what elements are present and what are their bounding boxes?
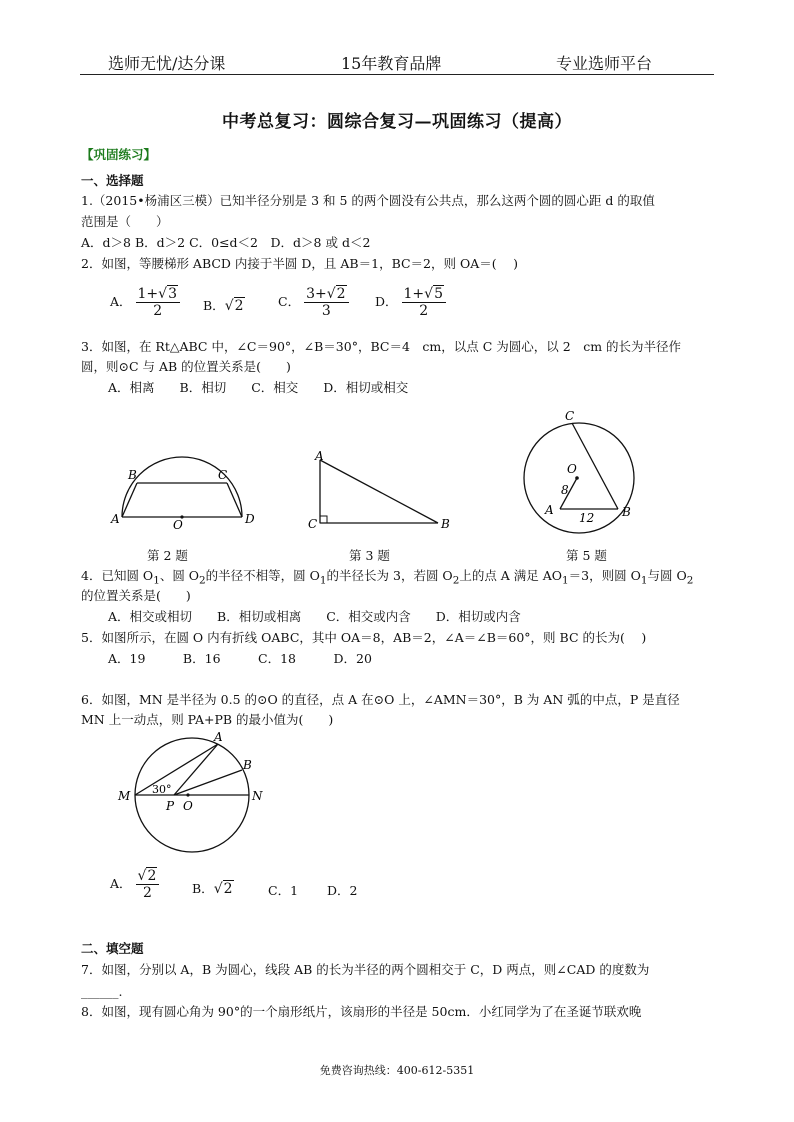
q6-opt-a: A． $\frac{√2}{2}$ bbox=[110, 868, 159, 901]
label-a: A bbox=[214, 730, 223, 744]
label-a: A bbox=[545, 503, 554, 517]
label-p: P bbox=[166, 799, 175, 813]
label-m: M bbox=[118, 789, 131, 803]
q2-opt-c: C． $\frac{3+√2}{3}$ bbox=[278, 286, 349, 319]
q1-line1: 1.（2015•杨浦区三模）已知半径分别是 3 和 5 的两个圆没有公共点，那么这两个圆的圆心距 d 的取值 bbox=[81, 193, 655, 208]
label-c: C bbox=[218, 468, 228, 482]
q2-text: 2．如图，等腰梯形 ABCD 内接于半圆 D，且 AB＝1，BC＝2，则 OA＝( ) bbox=[81, 256, 518, 271]
label-c: C bbox=[565, 409, 575, 423]
caption-q3: 第 3 题 bbox=[349, 548, 390, 563]
q4-line2: 的位置关系是( ) bbox=[81, 588, 191, 603]
header-brand: 选师无忧/达分课 bbox=[108, 54, 226, 73]
label-n: N bbox=[252, 789, 263, 803]
label-o: O bbox=[173, 518, 183, 532]
q2-opt-d: D． $\frac{1+√5}{2}$ bbox=[375, 286, 446, 319]
q6-opt-cd: C．1 D．2 bbox=[268, 883, 358, 898]
label-oa-length: 8 bbox=[561, 483, 569, 497]
caption-q2: 第 2 题 bbox=[147, 548, 188, 563]
q2-opt-a-label: A． bbox=[110, 294, 132, 309]
footer-hotline: 免费咨询热线：400-612-5351 bbox=[319, 1064, 475, 1077]
q6-line1: 6．如图，MN 是半径为 0.5 的⊙O 的直径，点 A 在⊙O 上，∠AMN＝30°，B 为 AN 弧的中点，P 是直径 bbox=[81, 692, 680, 707]
q3-options: A．相离 B．相切 C．相交 D．相切或相交 bbox=[108, 380, 409, 395]
figure-q5-circle bbox=[515, 400, 645, 538]
q2-opt-d-fraction: $\frac{1+√5}{2}$ bbox=[402, 286, 446, 319]
label-b: B bbox=[441, 517, 450, 531]
q4-options: A．相交或相切 B．相切或相离 C．相交或内含 D．相切或内含 bbox=[108, 609, 521, 624]
q6-line2: MN 上一动点，则 PA+PB 的最小值为( ) bbox=[81, 712, 334, 727]
section-tag: 【巩固练习】 bbox=[81, 147, 157, 162]
label-c: C bbox=[308, 517, 318, 531]
q7-line1: 7．如图，分别以 A，B 为圆心，线段 AB 的长为半径的两个圆相交于 C，D 两点，则∠CAD 的度数为 bbox=[81, 962, 650, 977]
q5-text: 5．如图所示，在圆 O 内有折线 OABC，其中 OA＝8，AB＝2，∠A＝∠B＝60°，则 BC 的长为( ) bbox=[81, 630, 647, 645]
q3-line1: 3．如图，在 Rt△ABC 中，∠C＝90°，∠B＝30°，BC＝4 cm，以点 C 为圆心，以 2 cm 的长为半径作 bbox=[81, 339, 682, 354]
q2-opt-a-fraction: $\frac{1+√3}{2}$ bbox=[136, 286, 180, 319]
q6-opt-a-fraction: $\frac{√2}{2}$ bbox=[136, 868, 160, 901]
label-ab-length: 12 bbox=[579, 511, 595, 525]
label-b: B bbox=[128, 468, 137, 482]
q1-options: A．d＞8 B．d＞2 C．0≤d＜2 D．d＞8 或 d＜2 bbox=[81, 235, 371, 250]
q3-line2: 圆，则⊙C 与 AB 的位置关系是( ) bbox=[81, 359, 291, 374]
semicircle-arc bbox=[122, 457, 242, 517]
q5-options: A．19 B．16 C．18 D．20 bbox=[108, 651, 372, 666]
figure-q3-triangle bbox=[305, 448, 455, 536]
page-title: 中考总复习：圆综合复习—巩固练习（提高） bbox=[222, 112, 572, 132]
label-o: O bbox=[183, 799, 193, 813]
right-angle-mark bbox=[320, 516, 327, 523]
q8-line1: 8．如图，现有圆心角为 90°的一个扇形纸片，该扇形的半径是 50cm．小红同学为了在圣诞节联欢晚 bbox=[81, 1004, 642, 1019]
label-o: O bbox=[567, 462, 577, 476]
q2-options bbox=[110, 286, 180, 319]
label-b: B bbox=[243, 758, 252, 772]
q6-opt-b: B．√2 bbox=[192, 881, 233, 897]
section-heading-fill: 二、填空题 bbox=[81, 941, 144, 956]
q2-opt-c-fraction: $\frac{3+√2}{3}$ bbox=[304, 286, 348, 319]
q7-line2: ______. bbox=[81, 984, 123, 999]
q4-line1: 4．已知圆 $O_1$、圆 $O_2$的半径不相等，圆 $O_1$的半径长为 3，若圆 $O_2$上的点 A 满足 $AO_1=3$，则圆 $O_1$与圆 $O_2$ bbox=[81, 568, 694, 587]
header-divider bbox=[80, 74, 714, 75]
q2-opt-b: B．√2 bbox=[203, 298, 244, 314]
caption-q5: 第 5 题 bbox=[566, 548, 607, 563]
figure-q2-trapezoid bbox=[108, 455, 258, 535]
q1-line2: 范围是（ ） bbox=[81, 214, 169, 229]
figure-q6-circle bbox=[110, 725, 280, 865]
label-a: A bbox=[111, 512, 120, 526]
label-angle: 30° bbox=[152, 783, 172, 796]
label-d: D bbox=[245, 512, 255, 526]
label-a: A bbox=[315, 449, 324, 463]
header-slogan: 15年教育品牌 bbox=[341, 54, 442, 73]
label-b: B bbox=[622, 505, 631, 519]
header-platform: 专业选师平台 bbox=[556, 54, 653, 73]
section-heading-choice: 一、选择题 bbox=[81, 173, 144, 188]
